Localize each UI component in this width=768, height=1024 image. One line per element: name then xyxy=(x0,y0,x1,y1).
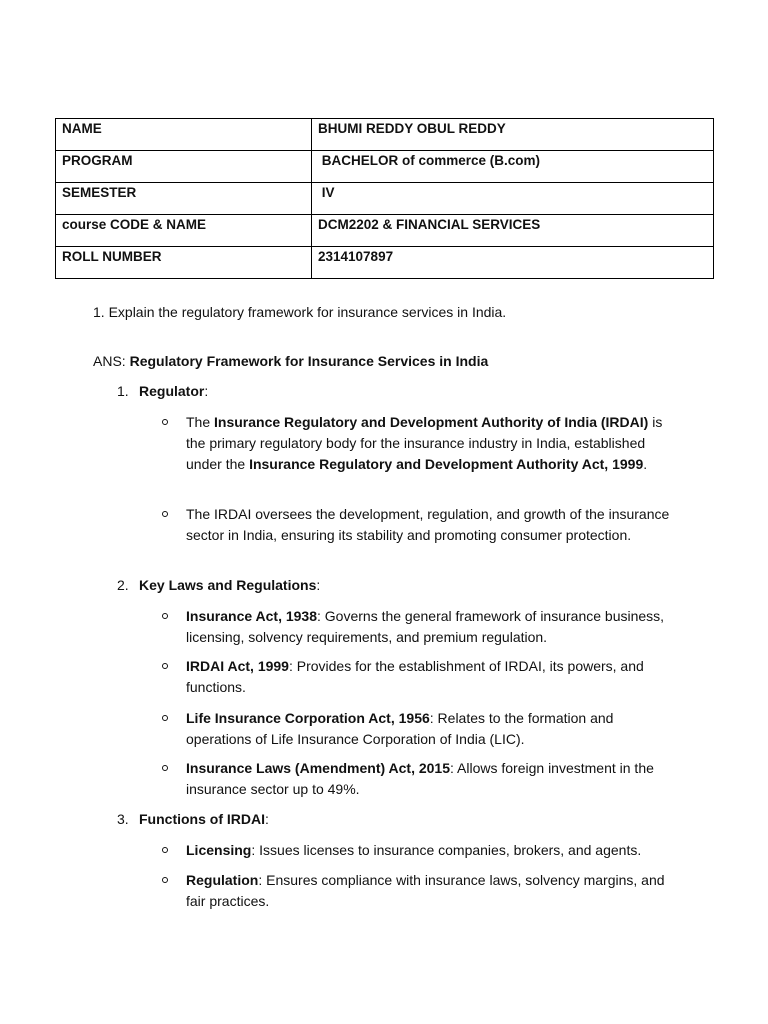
text-run: is the primary regulatory body for the insurance industry in India, established under the xyxy=(186,414,663,472)
table-key: course CODE & NAME xyxy=(56,215,312,247)
student-info-table xyxy=(55,118,714,279)
table-value: BHUMI REDDY OBUL REDDY xyxy=(312,119,714,151)
table-key: NAME xyxy=(56,119,312,151)
section-heading xyxy=(117,809,269,830)
list-item xyxy=(162,870,682,912)
list-item-text xyxy=(186,708,682,750)
list-item xyxy=(162,504,682,546)
list-item xyxy=(162,656,682,698)
bold-run: IRDAI Act, 1999 xyxy=(186,658,289,674)
table-row xyxy=(56,215,714,247)
text-run: : Governs the general framework of insurance business, licensing, solvency requirements, and premium regulation. xyxy=(186,608,665,645)
bold-run: Insurance Act, 1938 xyxy=(186,608,317,624)
bold-run: Licensing xyxy=(186,842,252,858)
bullet-icon xyxy=(162,511,168,517)
bullet-icon xyxy=(162,715,168,721)
section-number: 2. xyxy=(117,577,129,593)
section-colon: : xyxy=(316,577,321,593)
bullet-icon xyxy=(162,419,168,425)
table-row xyxy=(56,119,714,151)
bullet-icon xyxy=(162,877,168,883)
section-heading xyxy=(117,575,320,596)
table-value: 2314107897 xyxy=(312,247,714,279)
list-item-text: The IRDAI oversees the development, regulation, and growth of the insurance sector in India, ensuring its stability and promoting consumer protection. xyxy=(186,506,670,543)
list-item-text xyxy=(186,840,682,861)
table-row xyxy=(56,151,714,183)
bullet-icon xyxy=(162,847,168,853)
list-item-text xyxy=(186,606,682,648)
section-title: Regulator xyxy=(139,383,205,399)
section-heading xyxy=(117,381,208,402)
bullet-icon xyxy=(162,663,168,669)
bold-run: Insurance Laws (Amendment) Act, 2015 xyxy=(186,760,451,776)
table-value: IV xyxy=(312,183,714,215)
text-run: : Issues licenses to insurance companies, brokers, and agents. xyxy=(251,842,642,858)
table-key: ROLL NUMBER xyxy=(56,247,312,279)
table-row xyxy=(56,247,714,279)
bullet-icon xyxy=(162,613,168,619)
bullet-icon xyxy=(162,765,168,771)
list-item-text xyxy=(186,870,682,912)
section-colon: : xyxy=(204,383,209,399)
bold-run: Insurance Regulatory and Development Authority Act, 1999 xyxy=(249,456,644,472)
list-item-text xyxy=(186,656,682,698)
list-item xyxy=(162,708,682,750)
section-title: Functions of IRDAI xyxy=(139,811,265,827)
list-item-text xyxy=(186,412,682,475)
question-text: 1. Explain the regulatory framework for insurance services in India. xyxy=(93,304,507,320)
bold-run: Life Insurance Corporation Act, 1956 xyxy=(186,710,430,726)
section-colon: : xyxy=(265,811,269,827)
table-key: SEMESTER xyxy=(56,183,312,215)
table-key: PROGRAM xyxy=(56,151,312,183)
list-item xyxy=(162,758,682,800)
text-run: . xyxy=(643,456,648,472)
list-item xyxy=(162,412,682,475)
answer-heading xyxy=(93,351,488,372)
list-item-text xyxy=(186,758,682,800)
text-run: The xyxy=(186,414,215,430)
section-number: 1. xyxy=(117,383,129,399)
text-run: : Relates to the formation and operations of Life Insurance Corporation of India (LIC). xyxy=(186,710,614,747)
table-value: BACHELOR of commerce (B.com) xyxy=(312,151,714,183)
list-item xyxy=(162,606,682,648)
text-run: : Allows foreign investment in the insurance sector up to 49%. xyxy=(186,760,654,797)
text-run: : Ensures compliance with insurance laws, solvency margins, and fair practices. xyxy=(186,872,665,909)
bold-run: Regulation xyxy=(186,872,259,888)
table-value: DCM2202 & FINANCIAL SERVICES xyxy=(312,215,714,247)
answer-prefix: ANS: xyxy=(93,353,130,369)
table-row xyxy=(56,183,714,215)
section-title: Key Laws and Regulations xyxy=(139,577,317,593)
text-run: : Provides for the establishment of IRDAI, its powers, and functions. xyxy=(186,658,644,695)
section-number: 3. xyxy=(117,811,129,827)
list-item xyxy=(162,840,682,861)
bold-run: Insurance Regulatory and Development Authority of India (IRDAI) xyxy=(214,414,649,430)
answer-title: Regulatory Framework for Insurance Services in India xyxy=(129,353,489,369)
